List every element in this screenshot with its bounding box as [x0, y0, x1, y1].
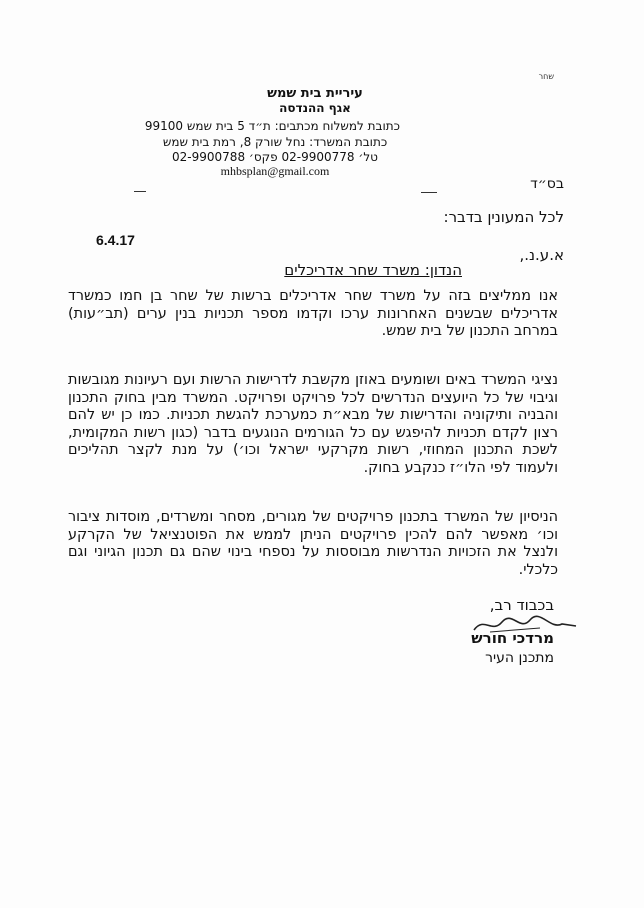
bsd-mark: בס״ד [530, 176, 564, 192]
divider-left [134, 191, 146, 192]
letterhead-office-address: כתובת המשרד: נחל שורק 8, רמת בית שמש [162, 135, 388, 149]
letterhead-phone-fax: טל׳ 02-9900778 פקס׳ 02-9900788 [172, 150, 378, 164]
subject-line: הנדון: משרד שחר אדריכלים [284, 261, 462, 279]
body-paragraph-1: אנו ממליצים בזה על משרד שחר אדריכלים ברשות של שחר בן חמו כמשרד אדריכלים שבשנים האחרונות ערכו וקדמו מספר תכניות בנין ערים (תב״עות) במרחב התכנון של בית שמש. [68, 288, 558, 340]
letterhead-mailing-address: כתובת למשלוח מכתבים: ת״ד 5 בית שמש 99100 [144, 119, 400, 133]
letterhead-email: mhbsplan@gmail.com [220, 164, 330, 178]
signatory-name: מרדכי חורש [471, 629, 554, 647]
recipient-line: לכל המעונין בדבר: [443, 208, 564, 226]
body-paragraph-3: הניסיון של המשרד בתכנון פרויקטים של מגורים, מסחר ומשרדים, מוסדות ציבור וכו׳ מאפשר להם להכין פרויקטים הניתן לממש את הפוטנציאל של הקרקע ולנצל את הזכויות הנדרשות מבוססות על נספחי בינוי שהם גם תכנון הגיוני וגם כלכלי. [68, 509, 558, 578]
divider-center [421, 192, 437, 193]
greeting: א.ע.נ., [519, 246, 564, 264]
closing: בכבוד רב, [489, 596, 554, 614]
corner-note: שחר [538, 72, 554, 81]
letterhead-municipality: עיריית בית שמש [267, 86, 363, 101]
body-paragraph-2: נציגי המשרד באים ושומעים באוזן מקשבת לדרישות הרשות ועם רעיונות מגובשות וגיבוי של כל היועצים הנדרשים לכל פרויקט ופרויקט. המשרד מבין בחוק התכנון והבניה ותיקוניה והדרישות של מבא״ת כמערכת להגשת תכניות. כמו כן יש להם רצון לקדם תכניות להיפגש עם כל הגורמים הנוגעים בדבר (כגון רשות המקומית, לשכת התכנון המחוזי, רשות מקרקעי ישראל וכו׳) על מנת לקצר תהליכים ולעמוד לפי הלו״ז כנקבע בחוק. [68, 372, 558, 476]
letterhead-department: אגף ההנדסה [279, 101, 351, 115]
letter-date: 6.4.17 [96, 232, 135, 248]
signatory-title: מתכנן העיר [485, 650, 554, 666]
